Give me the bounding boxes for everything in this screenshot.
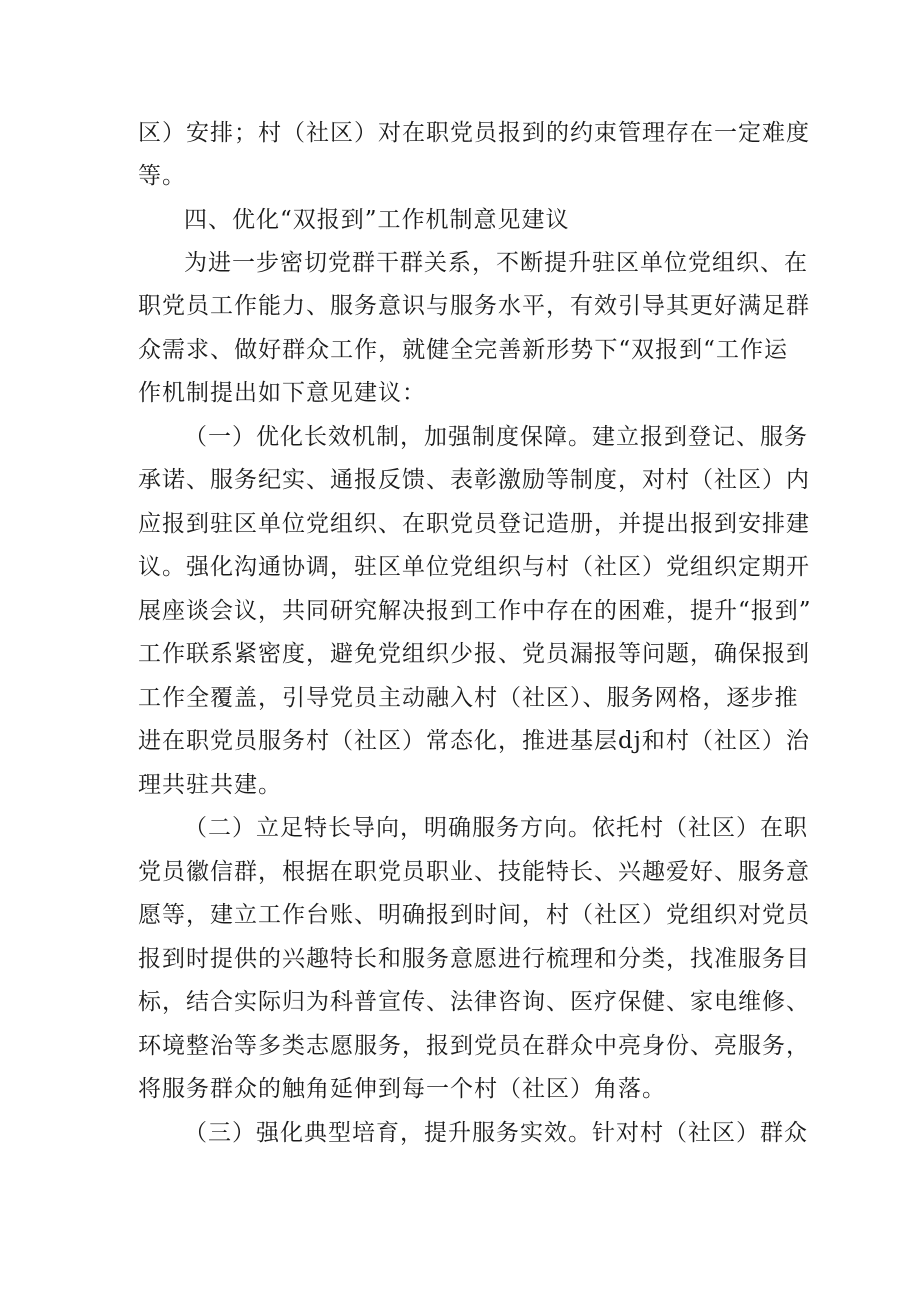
paragraph-2-line-9: 理共驻共建。 xyxy=(138,772,282,798)
paragraph-3-line-5: 标，结合实际归为科普宣传、法律咨询、医疗保健、家电维修、 xyxy=(138,989,810,1015)
section-heading: 四、优化“双报到”工作机制意见建议 xyxy=(184,207,570,233)
paragraph-1-line-1: 为进一步密切党群干群关系，不断提升驻区单位党组织、在 xyxy=(184,250,808,276)
paragraph-3-line-3: 愿等，建立工作台账、明确报到时间，村（社区）党组织对党员 xyxy=(138,902,810,928)
paragraph-4-line-1: （三）强化典型培育，提升服务实效。针对村（社区）群众 xyxy=(184,1120,808,1146)
paragraph-3-line-7: 将服务群众的触角延伸到每一个村（社区）角落。 xyxy=(138,1076,666,1102)
paragraph-2-line-6: 工作联系紧密度，避免党组织少报、党员漏报等问题，确保报到 xyxy=(138,641,810,667)
paragraph-1-line-2: 职党员工作能力、服务意识与服务水平，有效引导其更好满足群 xyxy=(138,293,810,319)
paragraph-2-line-1: （一）优化长效机制，加强制度保障。建立报到登记、服务 xyxy=(184,424,808,450)
paragraph-2-line-8: 进在职党员服务村（社区）常态化，推进基层dj和村（社区）治 xyxy=(138,728,810,754)
paragraph-2-line-4: 议。强化沟通协调，驻区单位党组织与村（社区）党组织定期开 xyxy=(138,554,810,580)
paragraph-3-line-6: 环境整治等多类志愿服务，报到党员在群众中亮身份、亮服务， xyxy=(138,1033,810,1059)
paragraph-3-line-2: 党员徽信群，根据在职党员职业、技能特长、兴趣爱好、服务意 xyxy=(138,859,810,885)
paragraph-2-line-5: 展座谈会议，共同研究解决报到工作中存在的困难，提升“报到” xyxy=(138,598,812,624)
paragraph-2-line-3: 应报到驻区单位党组织、在职党员登记造册，并提出报到安排建 xyxy=(138,511,810,537)
paragraph-1-line-3: 众需求、做好群众工作，就健全完善新形势下“双报到“工作运 xyxy=(138,337,788,363)
paragraph-3-line-1: （二）立足特长导向，明确服务方向。依托村（社区）在职 xyxy=(184,815,808,841)
text-line-2: 等。 xyxy=(138,163,186,189)
paragraph-1-line-4: 作机制提出如下意见建议： xyxy=(138,380,426,406)
paragraph-3-line-4: 报到时提供的兴趣特长和服务意愿进行梳理和分类，找准服务目 xyxy=(138,946,810,972)
paragraph-2-line-2: 承诺、服务纪实、通报反馈、表彰激励等制度，对村（社区）内 xyxy=(138,467,810,493)
text-line-1: 区）安排；村（社区）对在职党员报到的约束管理存在一定难度 xyxy=(138,120,810,146)
paragraph-2-line-7: 工作全覆盖，引导党员主动融入村（社区）、服务网格，逐步推 xyxy=(138,685,799,711)
